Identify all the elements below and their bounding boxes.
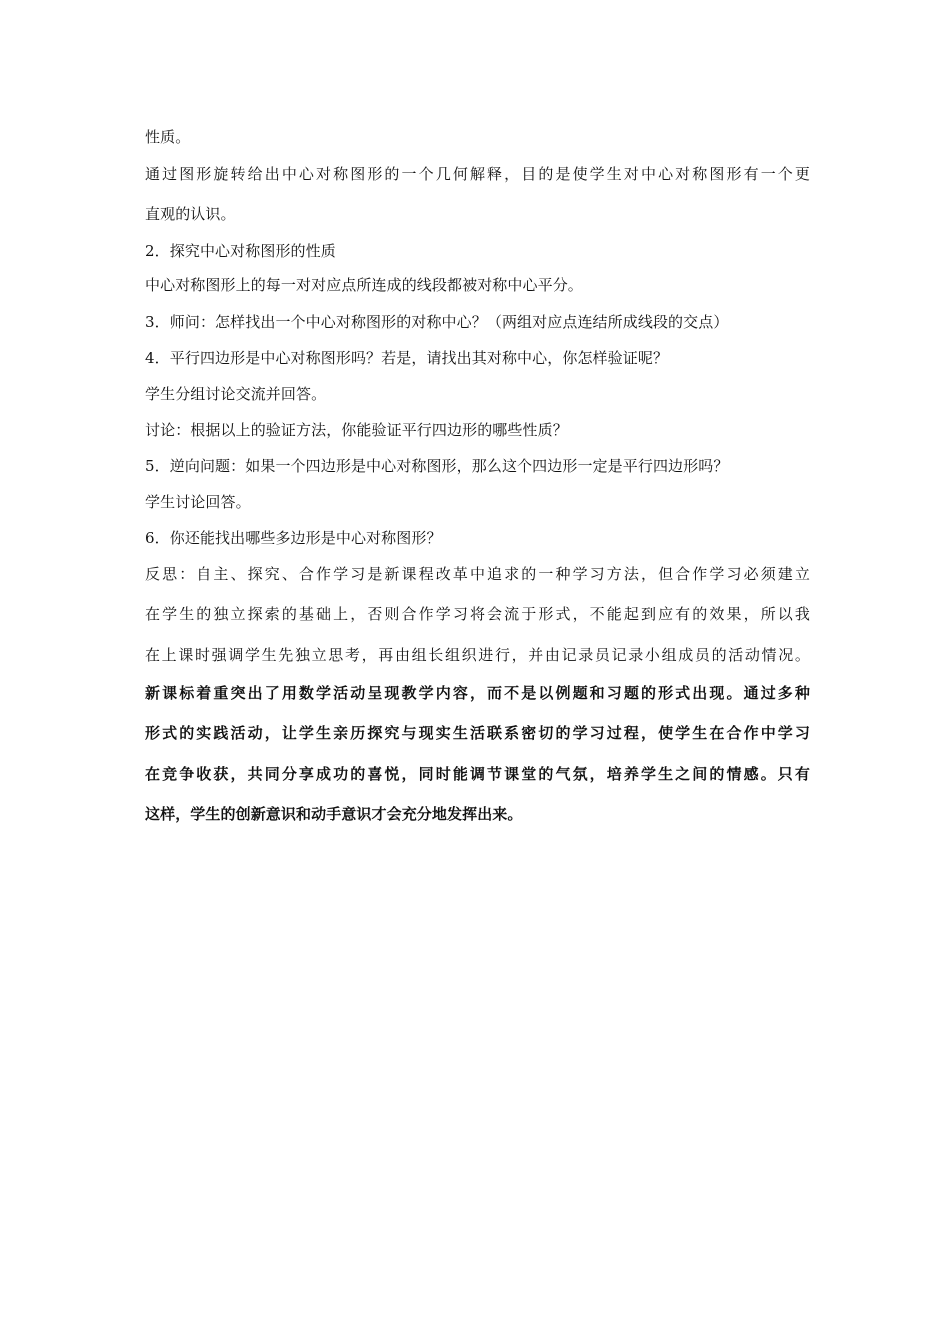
bold-paragraph-line-2: 形式的实践活动，让学生亲历探究与现实生活联系密切的学习过程，使学生在合作中学习 (145, 724, 810, 742)
bold-paragraph-line-4: 这样，学生的创新意识和动手意识才会充分地发挥出来。 (145, 805, 523, 823)
bold-paragraph-line-1: 新课标着重突出了用数学活动呈现教学内容，而不是以例题和习题的形式出现。通过多种 (145, 684, 810, 702)
text-line-8: 学生分组讨论交流并回答。 (145, 385, 327, 403)
text-line-5: 中心对称图形上的每一对对应点所连成的线段都被对称中心平分。 (145, 276, 583, 294)
reflection-line-1: 反思：自主、探究、合作学习是新课程改革中追求的一种学习方法，但合作学习必须建立 (145, 565, 810, 583)
reflection-line-3: 在上课时强调学生先独立思考，再由组长组织进行，并由记录员记录小组成员的活动情况。 (145, 646, 810, 664)
text-line-3: 直观的认识。 (145, 205, 236, 223)
section-heading-2: 2．探究中心对称图形的性质 (145, 242, 336, 260)
reflection-line-2: 在学生的独立探索的基础上，否则合作学习将会流于形式，不能起到应有的效果，所以我 (145, 605, 810, 623)
text-line-1: 性质。 (145, 128, 191, 146)
text-line-10: 5．逆向问题：如果一个四边形是中心对称图形，那么这个四边形一定是平行四边形吗？ (145, 457, 729, 475)
text-line-7: 4．平行四边形是中心对称图形吗？若是，请找出其对称中心，你怎样验证呢？ (145, 349, 669, 367)
text-line-12: 6．你还能找出哪些多边形是中心对称图形？ (145, 529, 442, 547)
text-line-11: 学生讨论回答。 (145, 493, 251, 511)
text-line-2: 通过图形旋转给出中心对称图形的一个几何解释，目的是使学生对中心对称图形有一个更 (145, 165, 810, 183)
text-line-6: 3．师问：怎样找出一个中心对称图形的对称中心？（两组对应点连结所成线段的交点） (145, 313, 729, 331)
bold-paragraph-line-3: 在竞争收获，共同分享成功的喜悦，同时能调节课堂的气氛，培养学生之间的情感。只有 (145, 765, 810, 783)
text-line-9: 讨论：根据以上的验证方法，你能验证平行四边形的哪些性质？ (145, 421, 568, 439)
